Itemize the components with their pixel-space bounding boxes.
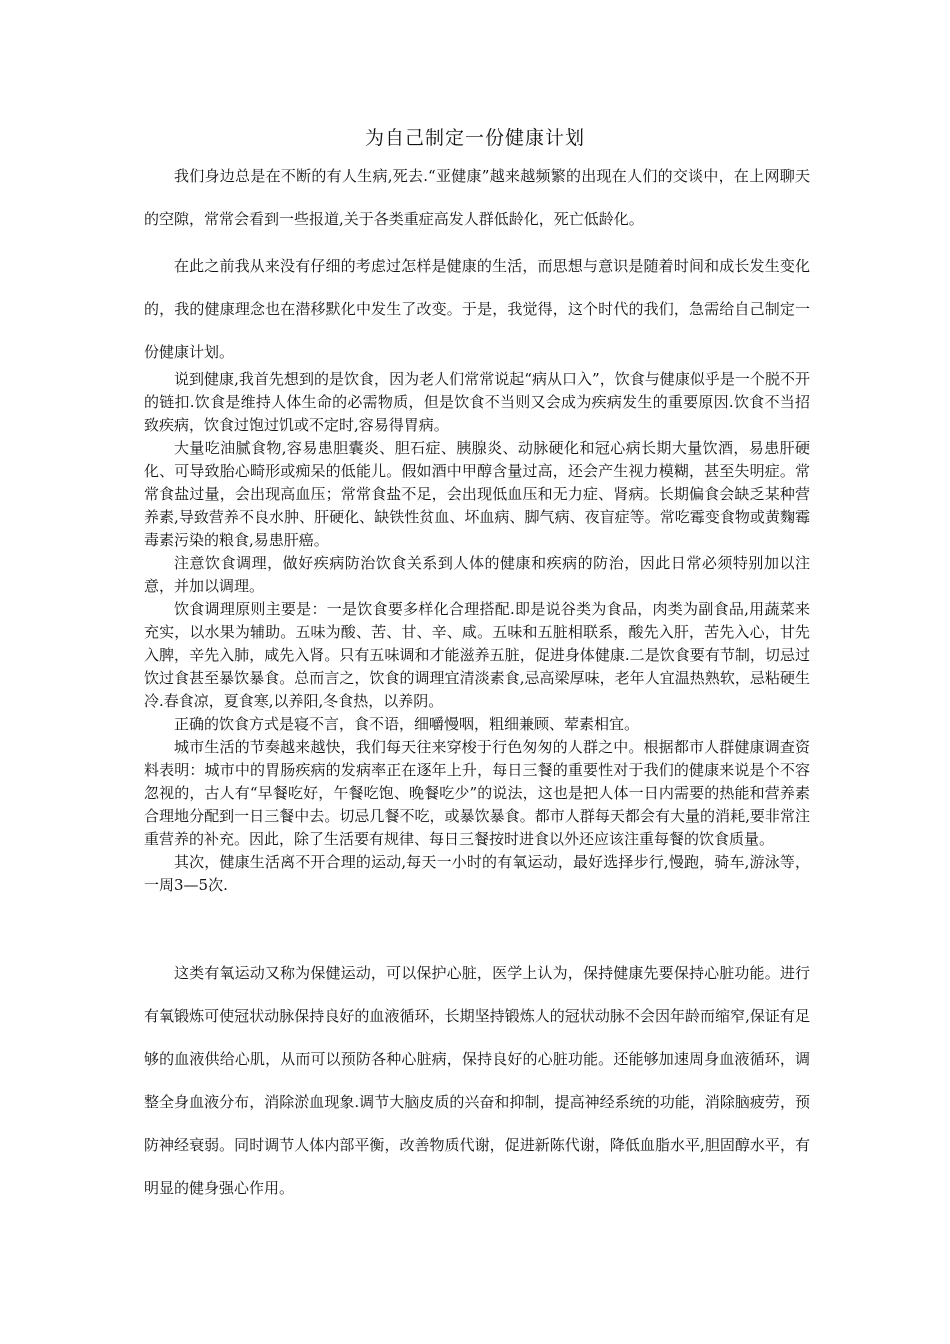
paragraph: 这类有氧运动又称为保健运动，可以保护心脏，医学上认为，保持健康先要保持心脏功能。进行有氧锻炼可使冠状动脉保持良好的血液循环，长期坚持锻炼人的冠状动脉不会因年龄而缩窄,保证有足够的血液供给心肌，从而可以预防各种心脏病，保持良好的心脏功能。还能够加速周身血液循环，调整全身血液分布，消除淤血现象.调节大脑皮质的兴奋和抑制，提高神经系统的功能，消除脑疲劳，预防神经衰弱。同时调节人体内部平衡，改善物质代谢，促进新陈代谢，降低血脂水平,胆固醇水平，有明显的健身强心作用。: [144, 964, 810, 1197]
paragraph: 其次，健康生活离不开合理的运动,每天一小时的有氧运动，最好选择步行,慢跑，骑车,游泳等，一周3—5次.: [144, 853, 810, 894]
paragraph: 正确的饮食方式是寝不言，食不语，细嚼慢咽，粗细兼顾、荤素相宜。: [174, 715, 640, 733]
paragraph: 我们身边总是在不断的有人生病,死去.“亚健康”越来越频繁的出现在人们的交谈中，在上网聊天的空隙，常常会看到一些报道,关于各类重症高发人群低龄化，死亡低龄化。: [144, 167, 810, 228]
closing-section: [144, 952, 810, 1210]
paragraph: 大量吃油腻食物,容易患胆囊炎、胆石症、胰腺炎、动脉硬化和冠心病长期大量饮酒，易患肝硬化、可导致胎心畸形或痴呆的低能儿。假如酒中甲醇含量过高，还会产生视力模糊，甚至失明症。常常食盐过量，会出现高血压；常常食盐不足，会出现低血压和无力症、肾病。长期偏食会缺乏某种营养素,导致营养不良水肿、肝硬化、缺铁性贫血、坏血病、脚气病、夜盲症等。常吃霉变食物或黄麴霉毒素污染的粮食,易患肝癌。: [144, 439, 810, 549]
paragraph: 饮食调理原则主要是：一是饮食要多样化合理搭配.即是说谷类为食品，肉类为副食品,用蔬菜来充实，以水果为辅助。五味为酸、苦、甘、辛、咸。五味和五脏相联系，酸先入肝，苦先入心，甘先入脾，辛先入肺，咸先入肾。只有五味调和才能滋养五脏，促进身体健康.二是饮食要有节制，切忌过饮过食甚至暴饮暴食。总而言之，饮食的调理宜清淡素食,忌高梁厚味，老年人宜温热熟软，忌粘硬生冷.春食凉，夏食寒,以养阳,冬食热，以养阴。: [144, 600, 810, 710]
paragraph: 城市生活的节奏越来越快，我们每天往来穿梭于行色匆匆的人群之中。根据都市人群健康调查资料表明：城市中的胃肠疾病的发病率正在逐年上升，每日三餐的重要性对于我们的健康来说是个不容忽视的，古人有“早餐吃好，午餐吃饱、晚餐吃少”的说法，这也是把人体一日内需要的热能和营养素合理地分配到一日三餐中去。切忌几餐不吃，或暴饮暴食。都市人群每天都会有大量的消耗,要非常注重营养的补充。因此，除了生活要有规律、每日三餐按时进食以外还应该注重每餐的饮食质量。: [144, 738, 810, 848]
paragraph: 在此之前我从来没有仔细的考虑过怎样是健康的生活，而思想与意识是随着时间和成长发生变化的，我的健康理念也在潜移默化中发生了改变。于是，我觉得，这个时代的我们，急需给自己制定一份健康计划。: [144, 257, 810, 361]
body-section: [144, 368, 810, 897]
document-title: 为自己制定一份健康计划: [364, 127, 585, 149]
paragraph: 注意饮食调理，做好疾病防治饮食关系到人体的健康和疾病的防治，因此日常必须特别加以注意，并加以调理。: [144, 554, 810, 595]
intro-section: [144, 155, 810, 374]
paragraph: 说到健康,我首先想到的是饮食，因为老人们常常说起“病从口入”，饮食与健康似乎是一个脱不开的链扣.饮食是维持人体生命的必需物质，但是饮食不当则又会成为疾病发生的重要原因.饮食不当招致疾病，饮食过饱过饥或不定时,容易得胃病。: [144, 370, 810, 434]
